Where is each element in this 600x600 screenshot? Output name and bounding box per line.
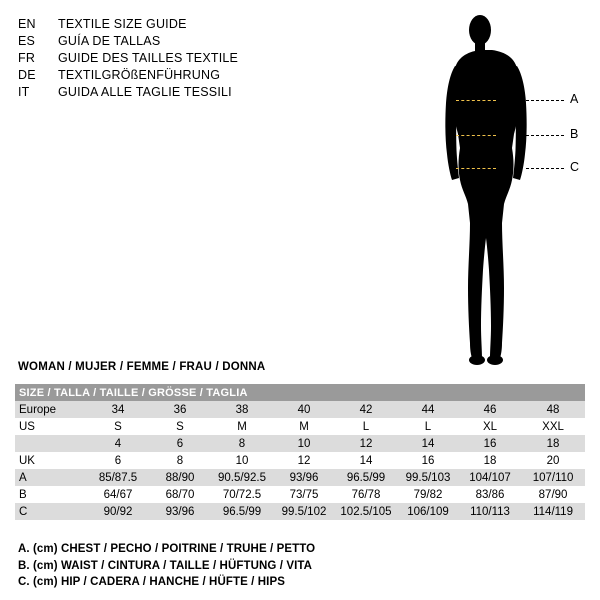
cell: 14 (335, 452, 397, 469)
cell: S (87, 418, 149, 435)
cell: 8 (211, 435, 273, 452)
guide-line-b-outer (526, 135, 564, 136)
cell: 44 (397, 401, 459, 418)
cell: 99.5/103 (397, 469, 459, 486)
cell: 83/86 (459, 486, 521, 503)
note-a: A. (cm) CHEST / PECHO / POITRINE / TRUHE / PETTO (18, 543, 316, 555)
row-label-b: B (15, 486, 87, 503)
cell: 88/90 (149, 469, 211, 486)
cell: M (211, 418, 273, 435)
cell: M (273, 418, 335, 435)
table-row (15, 401, 585, 418)
size-table-wrapper (15, 384, 585, 520)
cell: 70/72.5 (211, 486, 273, 503)
guide-line-a-outer (526, 100, 564, 101)
cell: L (397, 418, 459, 435)
cell: XL (459, 418, 521, 435)
language-title-de: TEXTILGRÖßENFÜHRUNG (58, 68, 221, 82)
cell: 34 (87, 401, 149, 418)
cell: 102.5/105 (335, 503, 397, 520)
cell: 90.5/92.5 (211, 469, 273, 486)
row-label-c: C (15, 503, 87, 520)
cell: 14 (397, 435, 459, 452)
table-header-label: SIZE / TALLA / TAILLE / GRÖSSE / TAGLIA (15, 384, 585, 401)
row-label-uk: UK (15, 452, 87, 469)
table-header-row (15, 384, 585, 401)
cell: 12 (335, 435, 397, 452)
language-code-en: EN (18, 17, 36, 31)
language-header-block (18, 16, 318, 101)
language-row-en (18, 16, 318, 33)
cell: 6 (87, 452, 149, 469)
language-row-fr (18, 50, 318, 67)
cell: 106/109 (397, 503, 459, 520)
language-code-fr: FR (18, 51, 36, 65)
cell: 16 (459, 435, 521, 452)
cell: 79/82 (397, 486, 459, 503)
cell: 10 (273, 435, 335, 452)
cell: 42 (335, 401, 397, 418)
cell: 114/119 (521, 503, 585, 520)
table-row (15, 469, 585, 486)
guide-line-c-inner (456, 168, 496, 169)
row-label-us-numeric (15, 435, 87, 452)
cell: 20 (521, 452, 585, 469)
cell: 107/110 (521, 469, 585, 486)
female-silhouette-icon (430, 8, 590, 368)
cell: 93/96 (273, 469, 335, 486)
cell: 18 (521, 435, 585, 452)
cell: 73/75 (273, 486, 335, 503)
note-b: B. (cm) WAIST / CINTURA / TAILLE / HÜFTUNG / VITA (18, 559, 313, 572)
note-c: C. (cm) HIP / CADERA / HANCHE / HÜFTE / HIPS (18, 576, 286, 588)
cell: 99.5/102 (273, 503, 335, 520)
language-title-it: GUIDA ALLE TAGLIE TESSILI (58, 85, 232, 99)
size-table (15, 384, 585, 520)
cell: 36 (149, 401, 211, 418)
row-label-a: A (15, 469, 87, 486)
cell: 104/107 (459, 469, 521, 486)
language-title-en: TEXTILE SIZE GUIDE (58, 17, 187, 31)
cell: 96.5/99 (211, 503, 273, 520)
cell: S (149, 418, 211, 435)
cell: 110/113 (459, 503, 521, 520)
body-figure (430, 8, 590, 368)
table-row (15, 486, 585, 503)
language-row-it (18, 84, 318, 101)
marker-label-a: A (570, 92, 579, 106)
cell: 87/90 (521, 486, 585, 503)
table-row (15, 418, 585, 435)
language-code-it: IT (18, 85, 30, 99)
marker-label-b: B (570, 127, 579, 141)
cell: 18 (459, 452, 521, 469)
guide-line-c-outer (526, 168, 564, 169)
guide-line-b-inner (456, 135, 496, 136)
cell: 68/70 (149, 486, 211, 503)
cell: 96.5/99 (335, 469, 397, 486)
table-row (15, 452, 585, 469)
cell: XXL (521, 418, 585, 435)
cell: 8 (149, 452, 211, 469)
cell: 6 (149, 435, 211, 452)
cell: L (335, 418, 397, 435)
language-title-fr: GUIDE DES TAILLES TEXTILE (58, 51, 239, 65)
measurement-notes (18, 541, 578, 591)
cell: 85/87.5 (87, 469, 149, 486)
language-row-de (18, 67, 318, 84)
cell: 76/78 (335, 486, 397, 503)
cell: 90/92 (87, 503, 149, 520)
table-row (15, 435, 585, 452)
guide-line-a-inner (456, 100, 496, 101)
cell: 64/67 (87, 486, 149, 503)
cell: 16 (397, 452, 459, 469)
cell: 93/96 (149, 503, 211, 520)
cell: 12 (273, 452, 335, 469)
cell: 48 (521, 401, 585, 418)
cell: 40 (273, 401, 335, 418)
table-row (15, 503, 585, 520)
cell: 10 (211, 452, 273, 469)
row-label-europe: Europe (15, 401, 87, 418)
language-code-de: DE (18, 68, 36, 82)
marker-label-c: C (570, 160, 580, 174)
row-label-us: US (15, 418, 87, 435)
section-title-woman: WOMAN / MUJER / FEMME / FRAU / DONNA (18, 361, 266, 373)
cell: 46 (459, 401, 521, 418)
language-row-es (18, 33, 318, 50)
cell: 4 (87, 435, 149, 452)
language-title-es: GUÍA DE TALLAS (58, 34, 161, 48)
language-code-es: ES (18, 34, 36, 48)
cell: 38 (211, 401, 273, 418)
